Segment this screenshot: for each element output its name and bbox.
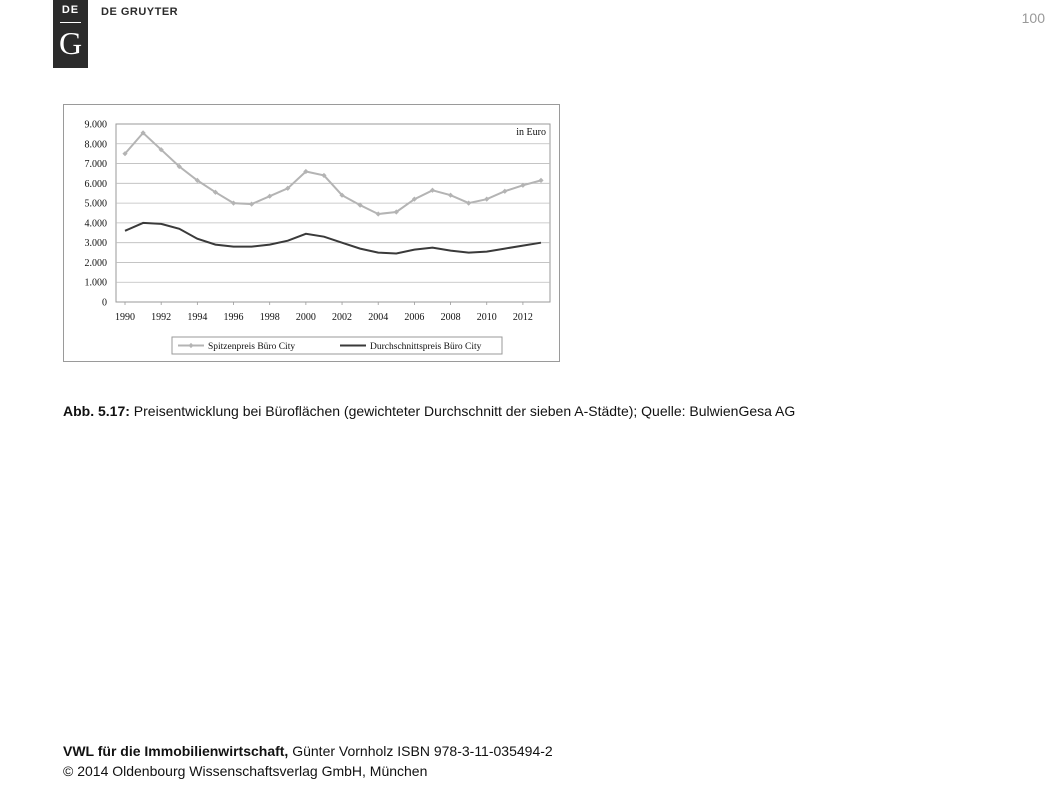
x-tick-label: 2002: [332, 312, 353, 323]
x-tick-label: 2004: [368, 312, 389, 323]
logo-de-text: DE: [61, 4, 80, 16]
x-tick-label: 2012: [512, 312, 533, 323]
x-tick-label: 2006: [404, 312, 425, 323]
data-point: [538, 178, 543, 183]
x-tick-label: 1990: [115, 312, 135, 323]
y-tick-label: 0: [102, 297, 107, 309]
caption-text: Preisentwicklung bei Büroflächen (gewichteter Durchschnitt der sieben A-Städte); Quelle: BulwienGesa AG: [133, 403, 796, 419]
author-isbn: Günter Vornholz ISBN 978-3-11-035494-2: [292, 743, 553, 759]
publisher-logo: [53, 0, 88, 68]
figure-frame: [63, 104, 560, 362]
y-tick-label: 7.000: [84, 159, 107, 171]
series-line-durchschnittspreis: [125, 223, 541, 254]
footer: [63, 741, 553, 781]
y-tick-label: 9.000: [84, 119, 107, 131]
legend-label: Spitzenpreis Büro City: [208, 342, 296, 352]
x-tick-label: 1996: [223, 312, 244, 323]
page-number: 100: [1021, 10, 1045, 26]
series-line-spitzenpreis: [125, 133, 541, 214]
publisher-name: DE GRUYTER: [101, 6, 179, 18]
y-tick-label: 3.000: [84, 238, 107, 250]
footer-line-1: [63, 741, 553, 761]
y-tick-label: 6.000: [84, 178, 107, 190]
x-tick-label: 2010: [476, 312, 497, 323]
logo-g-text: G: [58, 25, 83, 61]
caption-label: Abb. 5.17:: [63, 403, 130, 419]
book-title: VWL für die Immobilienwirtschaft,: [63, 743, 289, 759]
x-tick-label: 1992: [151, 312, 172, 323]
y-tick-label: 4.000: [84, 218, 107, 230]
x-tick-label: 2000: [295, 312, 316, 323]
copyright-line: © 2014 Oldenbourg Wissenschaftsverlag GmbH, München: [63, 763, 428, 779]
y-tick-label: 8.000: [84, 139, 107, 151]
x-tick-label: 1994: [187, 312, 208, 323]
figure-caption: [63, 403, 1043, 419]
plot-area-border: [116, 124, 550, 302]
y-tick-label: 1.000: [84, 277, 107, 289]
y-tick-label: 2.000: [84, 257, 107, 269]
unit-annotation: in Euro: [516, 127, 546, 138]
x-tick-label: 1998: [259, 312, 280, 323]
legend-label: Durchschnittspreis Büro City: [370, 342, 482, 352]
price-line-chart: [64, 105, 561, 363]
logo-divider: [60, 22, 81, 23]
y-tick-label: 5.000: [84, 198, 107, 210]
x-tick-label: 2008: [440, 312, 461, 323]
